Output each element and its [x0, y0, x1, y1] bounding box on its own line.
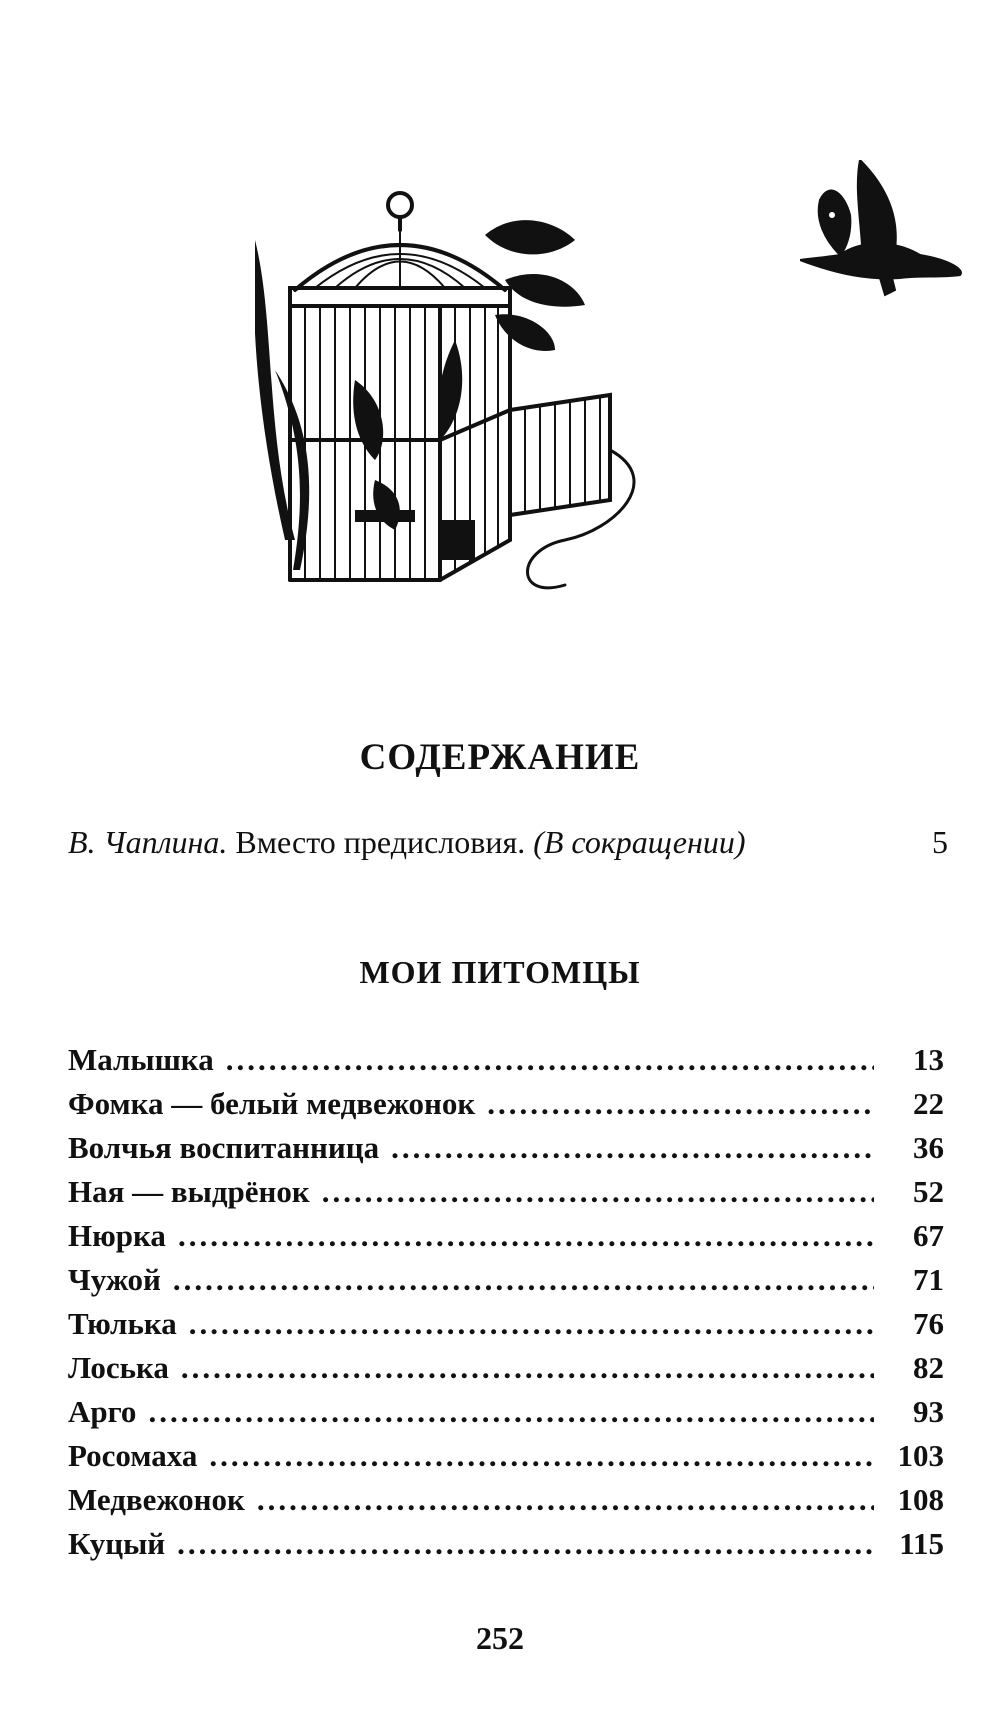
toc-list	[68, 1042, 944, 1570]
toc-row	[68, 1394, 944, 1438]
contents-heading: СОДЕРЖАНИЕ	[359, 737, 641, 778]
toc-entry-page: 22	[913, 1086, 944, 1121]
dot-leader	[178, 1218, 874, 1254]
toc-row	[68, 1086, 944, 1130]
toc-row	[68, 1218, 944, 1262]
dot-leader	[487, 1086, 874, 1122]
toc-entry-title: Медвежонок	[68, 1482, 245, 1517]
toc-entry-title: Ная — выдрёнок	[68, 1174, 310, 1209]
page-number: 252	[476, 1620, 524, 1656]
dot-leader	[257, 1482, 874, 1518]
toc-entry-title: Волчья воспитанница	[68, 1130, 380, 1165]
dot-leader	[181, 1350, 874, 1386]
toc-entry-page: 115	[899, 1526, 944, 1561]
toc-entry-page: 13	[913, 1042, 944, 1077]
toc-entry-page: 82	[913, 1350, 944, 1385]
dot-leader	[209, 1438, 874, 1474]
toc-row	[68, 1526, 944, 1570]
toc-entry-page: 36	[913, 1130, 944, 1165]
toc-entry-title: Куцый	[68, 1526, 166, 1561]
flying-bird-illustration	[800, 160, 970, 310]
dot-leader	[177, 1526, 874, 1562]
toc-row	[68, 1306, 944, 1350]
toc-entry-page: 67	[913, 1218, 944, 1253]
section-heading: МОИ ПИТОМЦЫ	[359, 954, 641, 990]
toc-entry-page: 93	[913, 1394, 944, 1429]
intro-entry	[68, 824, 948, 864]
toc-entry-title: Чужой	[68, 1262, 161, 1297]
intro-author: В. Чаплина.	[68, 824, 228, 860]
toc-entry-title: Арго	[68, 1394, 137, 1429]
intro-page: 5	[932, 824, 948, 860]
toc-entry-page: 108	[897, 1482, 944, 1517]
dot-leader	[189, 1306, 874, 1342]
toc-entry-page: 76	[913, 1306, 944, 1341]
toc-row	[68, 1262, 944, 1306]
toc-entry-page: 71	[913, 1262, 944, 1297]
toc-entry-title: Фомка — белый медвежонок	[68, 1086, 476, 1121]
toc-row	[68, 1174, 944, 1218]
toc-entry-page: 103	[897, 1438, 944, 1473]
toc-row	[68, 1438, 944, 1482]
toc-entry-title: Малышка	[68, 1042, 214, 1077]
birdcage-illustration	[255, 180, 675, 620]
toc-entry-title: Тюлька	[68, 1306, 177, 1341]
dot-leader	[148, 1394, 874, 1430]
toc-row	[68, 1130, 944, 1174]
toc-entry-title: Лоська	[68, 1350, 169, 1385]
dot-leader	[391, 1130, 874, 1166]
dot-leader	[322, 1174, 874, 1210]
toc-entry-page: 52	[913, 1174, 944, 1209]
toc-row	[68, 1350, 944, 1394]
intro-note: (В сокращении)	[533, 824, 746, 860]
toc-row	[68, 1042, 944, 1086]
toc-entry-title: Росомаха	[68, 1438, 198, 1473]
toc-entry-title: Нюрка	[68, 1218, 166, 1253]
toc-row	[68, 1482, 944, 1526]
intro-title: Вместо предисловия.	[235, 824, 526, 860]
dot-leader	[173, 1262, 874, 1298]
dot-leader	[226, 1042, 874, 1078]
